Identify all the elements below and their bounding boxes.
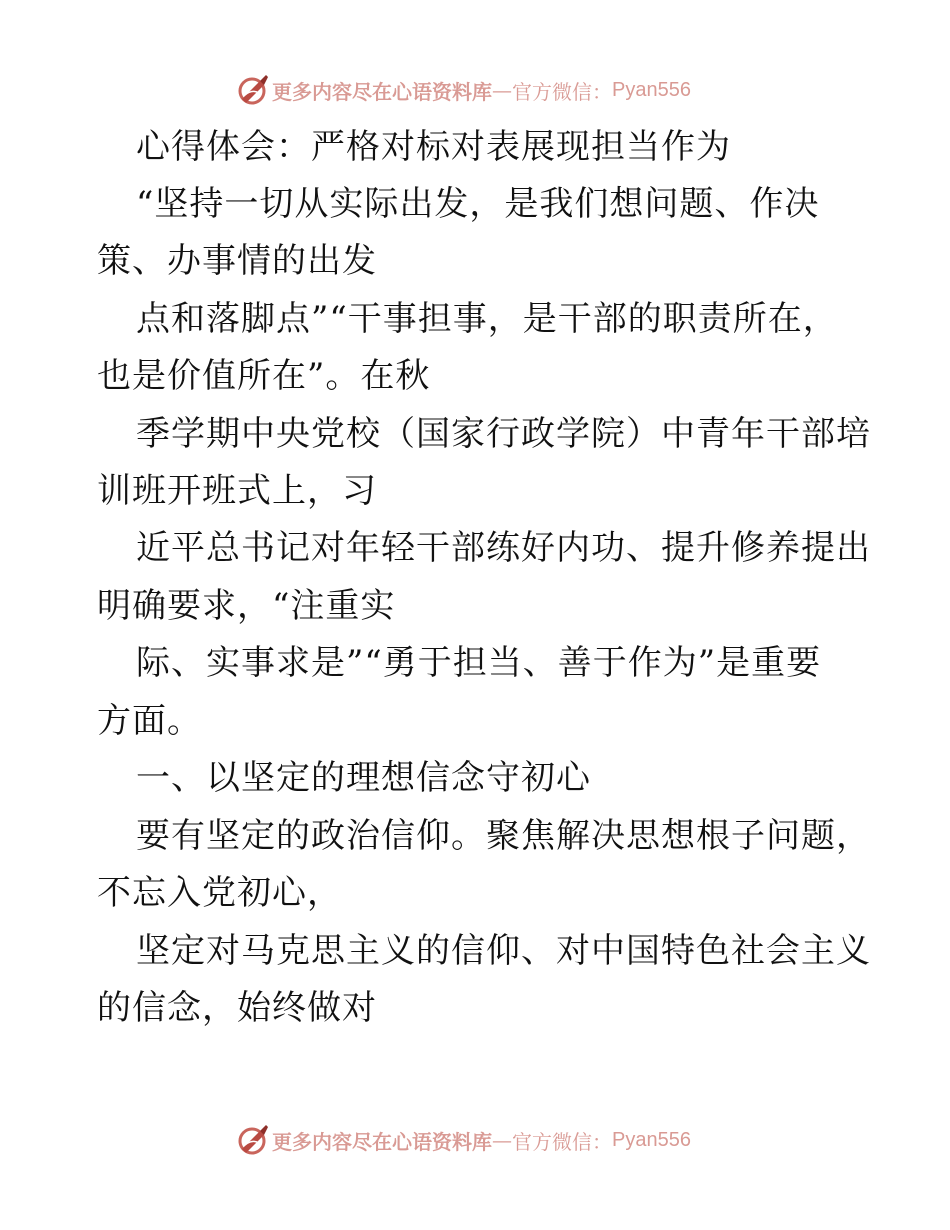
text-line: 不忘入党初心， [97,873,342,913]
text-line: 心得体会：严格对标对表展现担当作为 [136,127,731,167]
watermark-wechat-id: Pyan556 [612,78,691,101]
watermark-dash: — [492,1128,512,1152]
text-line: 际、实事求是”“勇于担当、善于作为”是重要 [136,643,822,683]
text-line: 要有坚定的政治信仰。聚焦解决思想根子问题， [136,816,871,856]
watermark-wechat-id: Pyan556 [612,1128,691,1151]
book-pen-logo-icon [236,1123,270,1157]
text-line: 也是价值所在”。在秋 [97,356,431,396]
text-line: 季学期中央党校（国家行政学院）中青年干部培 [136,414,871,454]
header-watermark-banner [236,73,756,107]
watermark-wechat-label: 官方微信： [512,1129,612,1154]
text-line: 方面。 [97,701,202,741]
footer-watermark-banner [236,1123,756,1157]
section-heading: 一、以坚定的理想信念守初心 [136,758,591,798]
watermark-main-text: 更多内容尽在心语资料库 [272,1129,492,1154]
text-line: 坚定对马克思主义的信仰、对中国特色社会主义 [136,931,871,971]
text-line: “坚持一切从实际出发，是我们想问题、作决 [136,184,820,224]
watermark-wechat-label: 官方微信： [512,79,612,104]
book-pen-logo-icon [236,73,270,107]
text-line: 近平总书记对年轻干部练好内功、提升修养提出 [136,528,871,568]
text-line: 明确要求，“注重实 [97,586,396,626]
text-line: 策、办事情的出发 [97,241,377,281]
text-line: 的信念，始终做对 [97,988,377,1028]
watermark-dash: — [492,78,512,102]
text-line: 训班开班式上，习 [97,471,377,511]
watermark-main-text: 更多内容尽在心语资料库 [272,79,492,104]
text-line: 点和落脚点”“干事担事，是干部的职责所在， [136,299,838,339]
